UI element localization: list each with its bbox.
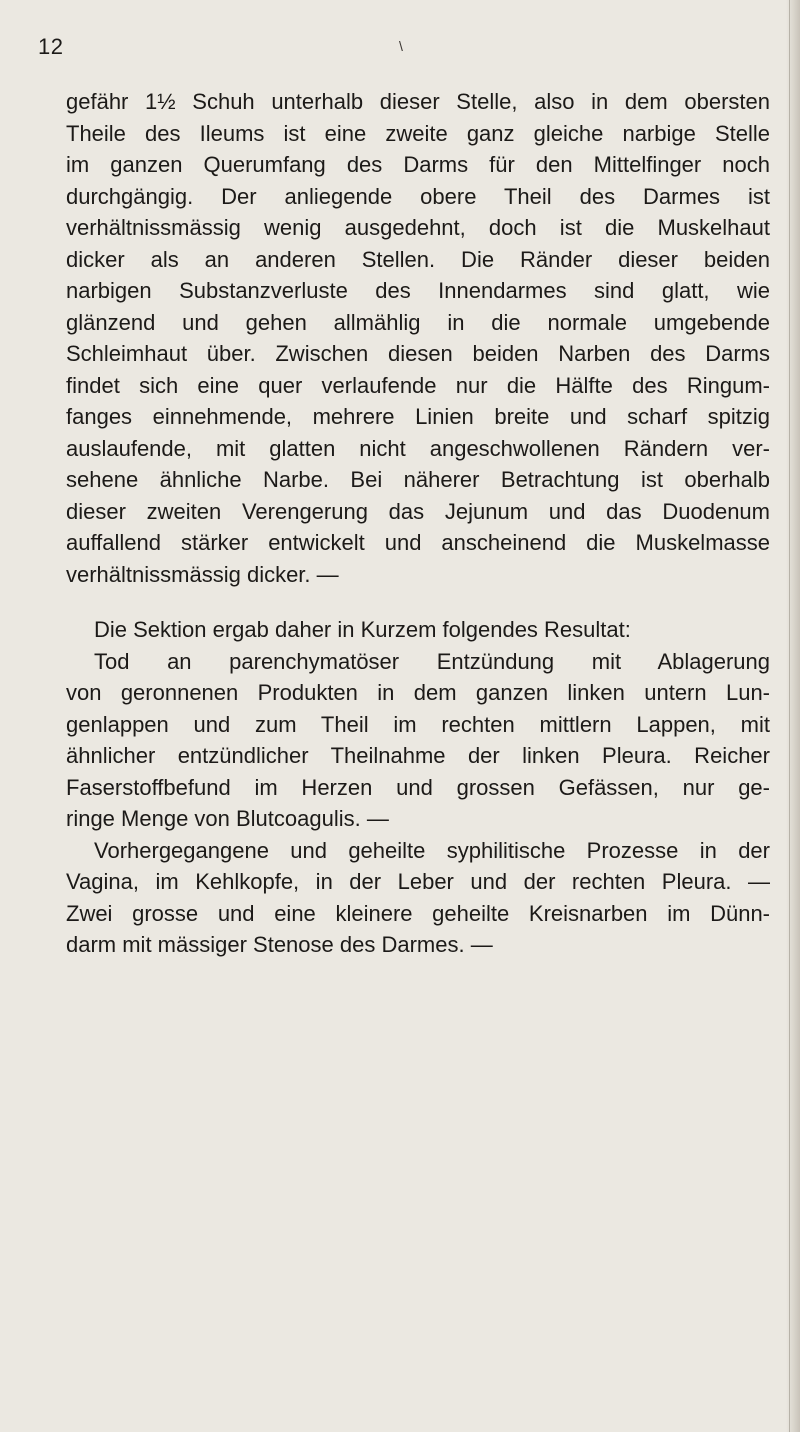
text-line: verhältnissmässig dicker. — bbox=[66, 561, 339, 587]
text-line: durchgängig. Der anliegende obere Theil des Darmes ist bbox=[66, 183, 770, 209]
text-line: Vorhergegangene und geheilte syphilitische Prozesse in der bbox=[94, 837, 770, 863]
text-line: Schleimhaut über. Zwischen diesen beiden Narben des Darms bbox=[66, 341, 770, 366]
text-line: genlappen und zum Theil im rechten mittlern Lappen, mit bbox=[66, 711, 770, 737]
text-line: fanges einnehmende, mehrere Linien breite und scharf spitzig bbox=[66, 404, 770, 429]
text-line: glänzend und gehen allmählig in die normale umgebende bbox=[66, 309, 770, 335]
page-number: 12 bbox=[38, 34, 64, 59]
text-line: sehene ähnliche Narbe. Bei näherer Betrachtung ist oberhalb bbox=[66, 467, 770, 492]
paragraph-autopsy-findings bbox=[66, 86, 770, 590]
text-line: Zwei grosse und eine kleinere geheilte Kreisnarben im Dünn- bbox=[66, 900, 770, 926]
text-line: ähnlicher entzündlicher Theilnahme der linken Pleura. Reicher bbox=[66, 743, 770, 768]
text-line: dicker als an anderen Stellen. Die Ränder dieser beiden bbox=[66, 246, 770, 272]
text-line: findet sich eine quer verlaufende nur die Hälfte des Ringum- bbox=[66, 372, 770, 398]
body-text bbox=[66, 86, 770, 961]
text-line: darm mit mässiger Stenose des Darmes. — bbox=[66, 932, 493, 957]
text-line: Faserstoffbefund im Herzen und grossen Gefässen, nur ge- bbox=[66, 774, 770, 800]
page-edge-line bbox=[789, 0, 790, 1432]
paragraph-cause-of-death bbox=[66, 646, 770, 835]
paragraph-prior-processes bbox=[66, 835, 770, 961]
text-line: narbigen Substanzverluste des Innendarmes sind glatt, wie bbox=[66, 278, 770, 303]
text-line: auslaufende, mit glatten nicht angeschwollenen Rändern ver- bbox=[66, 435, 770, 461]
text-line: verhältnissmässig wenig ausgedehnt, doch ist die Muskelhaut bbox=[66, 215, 770, 240]
text-line: Theile des Ileums ist eine zweite ganz gleiche narbige Stelle bbox=[66, 120, 770, 146]
text-line: Tod an parenchymatöser Entzündung mit Ablagerung bbox=[94, 648, 770, 674]
paragraph-gap bbox=[66, 590, 770, 614]
text-line: dieser zweiten Verengerung das Jejunum und das Duodenum bbox=[66, 498, 770, 524]
text-line: Die Sektion ergab daher in Kurzem folgendes Resultat: bbox=[94, 617, 631, 642]
text-line: ringe Menge von Blutcoagulis. — bbox=[66, 806, 389, 831]
text-line: im ganzen Querumfang des Darms für den Mittelfinger noch bbox=[66, 152, 770, 177]
text-line: gefähr 1½ Schuh unterhalb dieser Stelle, also in dem obersten bbox=[66, 89, 770, 114]
paragraph-summary-intro bbox=[66, 614, 770, 646]
printer-mark: \ bbox=[399, 38, 403, 54]
text-line: von geronnenen Produkten in dem ganzen linken untern Lun- bbox=[66, 680, 770, 705]
text-line: Vagina, im Kehlkopfe, in der Leber und der rechten Pleura. — bbox=[66, 869, 770, 894]
text-line: auffallend stärker entwickelt und anscheinend die Muskelmasse bbox=[66, 530, 770, 555]
